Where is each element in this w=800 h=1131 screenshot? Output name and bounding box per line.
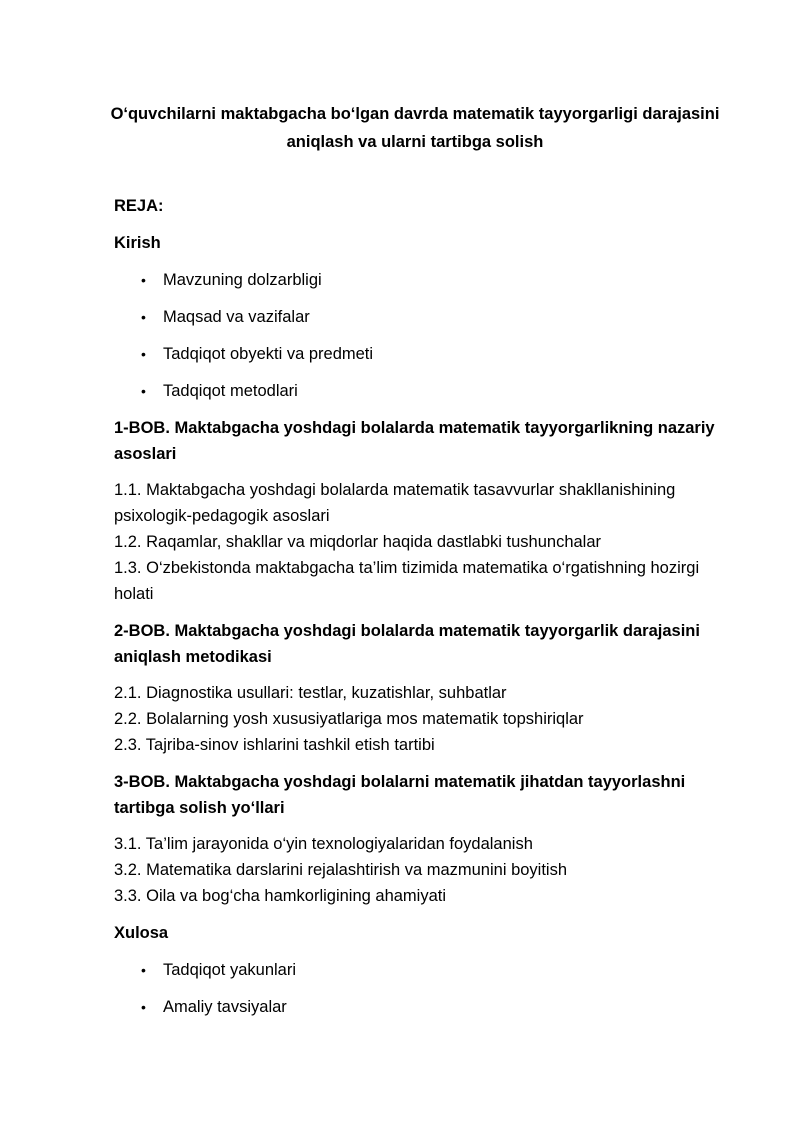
section-item: 1.3. O‘zbekistonda maktabgacha ta’lim tizimida matematika o‘rgatishning hozirgi holati — [114, 559, 700, 603]
document-body — [114, 193, 734, 1031]
list-item: • Tadqiqot metodlari — [114, 378, 734, 404]
list-item: • Tadqiqot obyekti va predmeti — [114, 341, 734, 367]
plan-label: REJA: — [114, 197, 164, 215]
intro-heading: Kirish — [114, 234, 161, 252]
chapter-1-heading: 1-BOB. Maktabgacha yoshdagi bolalarda matematik tayyorgarlikning nazariy asoslari — [114, 419, 715, 463]
section-item: 2.2. Bolalarning yosh xususiyatlariga mos matematik topshiriqlar — [114, 710, 584, 728]
list-item: • Amaliy tavsiyalar — [114, 994, 734, 1020]
chapter-2-heading: 2-BOB. Maktabgacha yoshdagi bolalarda matematik tayyorgarlik darajasini aniqlash metodikasi — [114, 622, 700, 666]
bullet-icon: • — [141, 346, 146, 362]
section-item: 3.3. Oila va bog‘cha hamkorligining ahamiyati — [114, 887, 447, 905]
list-item: • Mavzuning dolzarbligi — [114, 267, 734, 293]
bullet-icon: • — [141, 962, 146, 978]
chapter-2-sections — [114, 680, 734, 758]
conclusion-bullet-list — [114, 957, 734, 1020]
chapter-3-heading: 3-BOB. Maktabgacha yoshdagi bolalarni matematik jihatdan tayyorlashni tartibga solish yo‘llari — [114, 773, 686, 817]
intro-bullet-list — [114, 267, 734, 404]
section-item: 1.1. Maktabgacha yoshdagi bolalarda matematik tasavvurlar shakllanishining psixologik-pedagogik asoslari — [114, 481, 676, 525]
bullet-icon: • — [141, 383, 146, 399]
chapter-1-sections — [114, 477, 734, 607]
bullet-icon: • — [141, 999, 146, 1015]
chapter-3-sections — [114, 831, 734, 909]
conclusion-heading: Xulosa — [114, 924, 169, 942]
bullet-icon: • — [141, 309, 146, 325]
section-item: 3.1. Ta’lim jarayonida o‘yin texnologiyalaridan foydalanish — [114, 835, 533, 853]
list-item: • Maqsad va vazifalar — [114, 304, 734, 330]
section-item: 3.2. Matematika darslarini rejalashtirish va mazmunini boyitish — [114, 861, 568, 879]
document-title: O‘quvchilarni maktabgacha bo‘lgan davrda matematik tayyorgarligi darajasini aniqlash va ularni tartibga solish — [110, 105, 720, 151]
bullet-icon: • — [141, 272, 146, 288]
section-item: 2.1. Diagnostika usullari: testlar, kuzatishlar, suhbatlar — [114, 684, 507, 702]
section-item: 1.2. Raqamlar, shakllar va miqdorlar haqida dastlabki tushunchalar — [114, 533, 602, 551]
section-item: 2.3. Tajriba-sinov ishlarini tashkil etish tartibi — [114, 736, 435, 754]
list-item: • Tadqiqot yakunlari — [114, 957, 734, 983]
